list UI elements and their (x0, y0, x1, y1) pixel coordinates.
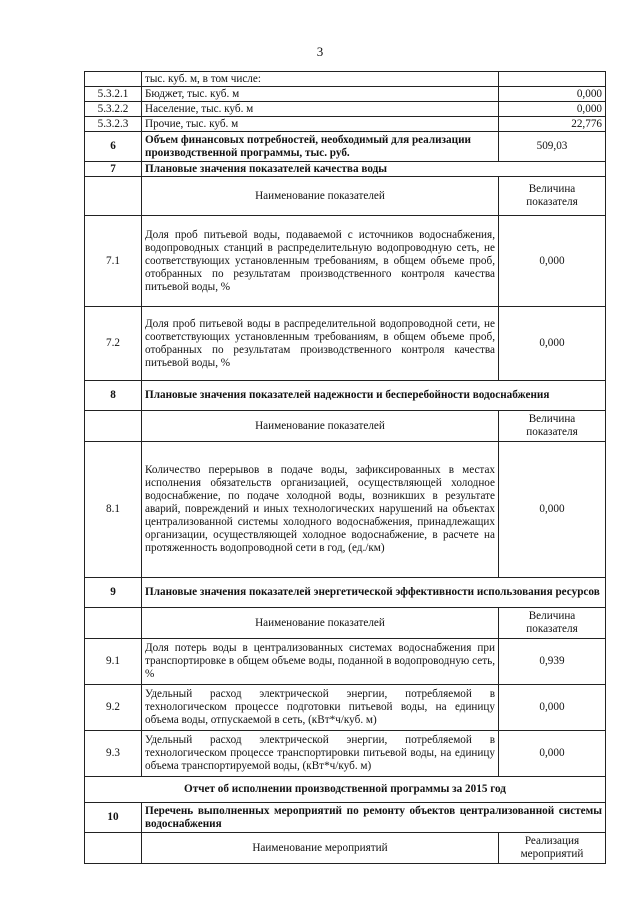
row-value: 0,000 (499, 216, 606, 307)
table-row (85, 216, 606, 307)
section-number: 10 (85, 803, 142, 833)
row-text: Доля проб питьевой воды в распределительной водопроводной сети, не соответствующих установленным требованиям, в общем объеме проб, отобранных по результатам производственного контроля качества питьевой воды, % (142, 307, 499, 381)
table-row (85, 72, 606, 87)
section-8-header-row (85, 411, 606, 442)
report-title-row (85, 777, 606, 803)
row-text: Удельный расход электрической энергии, потребляемой в технологическом процессе подготовки питьевой воды, на единицу объема воды, отпускаемой в сеть, (кВт*ч/куб. м) (142, 685, 499, 731)
section-6-row (85, 132, 606, 162)
row-value: 0,000 (499, 102, 606, 117)
row-value: 0,000 (499, 307, 606, 381)
table-row (85, 639, 606, 685)
row-text: Доля проб питьевой воды, подаваемой с источников водоснабжения, водопроводных станций в распределительную водопроводную сеть, не соответствующих установленным требованиям, в общем объеме проб, отобранных по результатам производственного контроля качества питьевой воды, % (142, 216, 499, 307)
section-7-header-row (85, 177, 606, 216)
production-program-table (84, 71, 606, 864)
column-header-name: Наименование показателей (142, 411, 499, 442)
row-number: 9.2 (85, 685, 142, 731)
row-number: 5.3.2.1 (85, 87, 142, 102)
section-title: Объем финансовых потребностей, необходимый для реализации производственной программы, тыс. руб. (142, 132, 499, 162)
row-number (85, 72, 142, 87)
row-value: 0,939 (499, 639, 606, 685)
table-row (85, 102, 606, 117)
row-number: 9.1 (85, 639, 142, 685)
column-header-value: Величина показателя (499, 608, 606, 639)
row-text: Бюджет, тыс. куб. м (142, 87, 499, 102)
row-value: 0,000 (499, 731, 606, 777)
section-9-header-row (85, 608, 606, 639)
row-number: 5.3.2.3 (85, 117, 142, 132)
table-row (85, 442, 606, 578)
row-value: 0,000 (499, 442, 606, 578)
table-row (85, 87, 606, 102)
section-title: Плановые значения показателей надежности и бесперебойности водоснабжения (142, 381, 606, 411)
section-title: Плановые значения показателей качества воды (142, 162, 606, 177)
table-row (85, 117, 606, 132)
row-number: 7.1 (85, 216, 142, 307)
row-value: 22,776 (499, 117, 606, 132)
section-number: 7 (85, 162, 142, 177)
section-10-header-row (85, 833, 606, 864)
report-title: Отчет об исполнении производственной программы за 2015 год (85, 777, 606, 803)
section-7-title-row (85, 162, 606, 177)
row-text: тыс. куб. м, в том числе: (142, 72, 499, 87)
row-text: Количество перерывов в подаче воды, зафиксированных в местах исполнения обязательств организацией, осуществляющей холодное водоснабжение, по подаче холодной воды, возникших в результате аварий, повреждений и иных технологических нарушений на объектах централизованной системы холодного водоснабжения, принадлежащих организации, осуществляющей холодное водоснабжение, в расчете на протяженность водопроводной сети в год, (ед./км) (142, 442, 499, 578)
row-value: 0,000 (499, 87, 606, 102)
section-9-title-row (85, 578, 606, 608)
section-title: Перечень выполненных мероприятий по ремонту объектов централизованной системы водоснабжения (142, 803, 606, 833)
row-text: Доля потерь воды в централизованных системах водоснабжения при транспортировке в общем объеме воды, поданной в водопроводную сеть, % (142, 639, 499, 685)
row-text: Прочие, тыс. куб. м (142, 117, 499, 132)
section-number: 8 (85, 381, 142, 411)
row-number: 8.1 (85, 442, 142, 578)
section-number: 6 (85, 132, 142, 162)
table-row (85, 731, 606, 777)
column-header-value: Реализация мероприятий (499, 833, 606, 864)
column-header-name: Наименование показателей (142, 608, 499, 639)
row-value: 0,000 (499, 685, 606, 731)
row-number: 9.3 (85, 731, 142, 777)
table-row (85, 685, 606, 731)
section-title: Плановые значения показателей энергетической эффективности использования ресурсов (142, 578, 606, 608)
row-number: 7.2 (85, 307, 142, 381)
column-header-value: Величина показателя (499, 411, 606, 442)
section-value: 509,03 (499, 132, 606, 162)
column-header-value: Величина показателя (499, 177, 606, 216)
column-header-name: Наименование показателей (142, 177, 499, 216)
page-number: 3 (316, 44, 324, 59)
section-number: 9 (85, 578, 142, 608)
row-text: Население, тыс. куб. м (142, 102, 499, 117)
table-row (85, 307, 606, 381)
column-header-name: Наименование мероприятий (142, 833, 499, 864)
row-value (499, 72, 606, 87)
row-number: 5.3.2.2 (85, 102, 142, 117)
row-text: Удельный расход электрической энергии, потребляемой в технологическом процессе транспортировки питьевой воды, на единицу объема транспортируемой воды, (кВт*ч/куб. м) (142, 731, 499, 777)
section-8-title-row (85, 381, 606, 411)
section-10-title-row (85, 803, 606, 833)
